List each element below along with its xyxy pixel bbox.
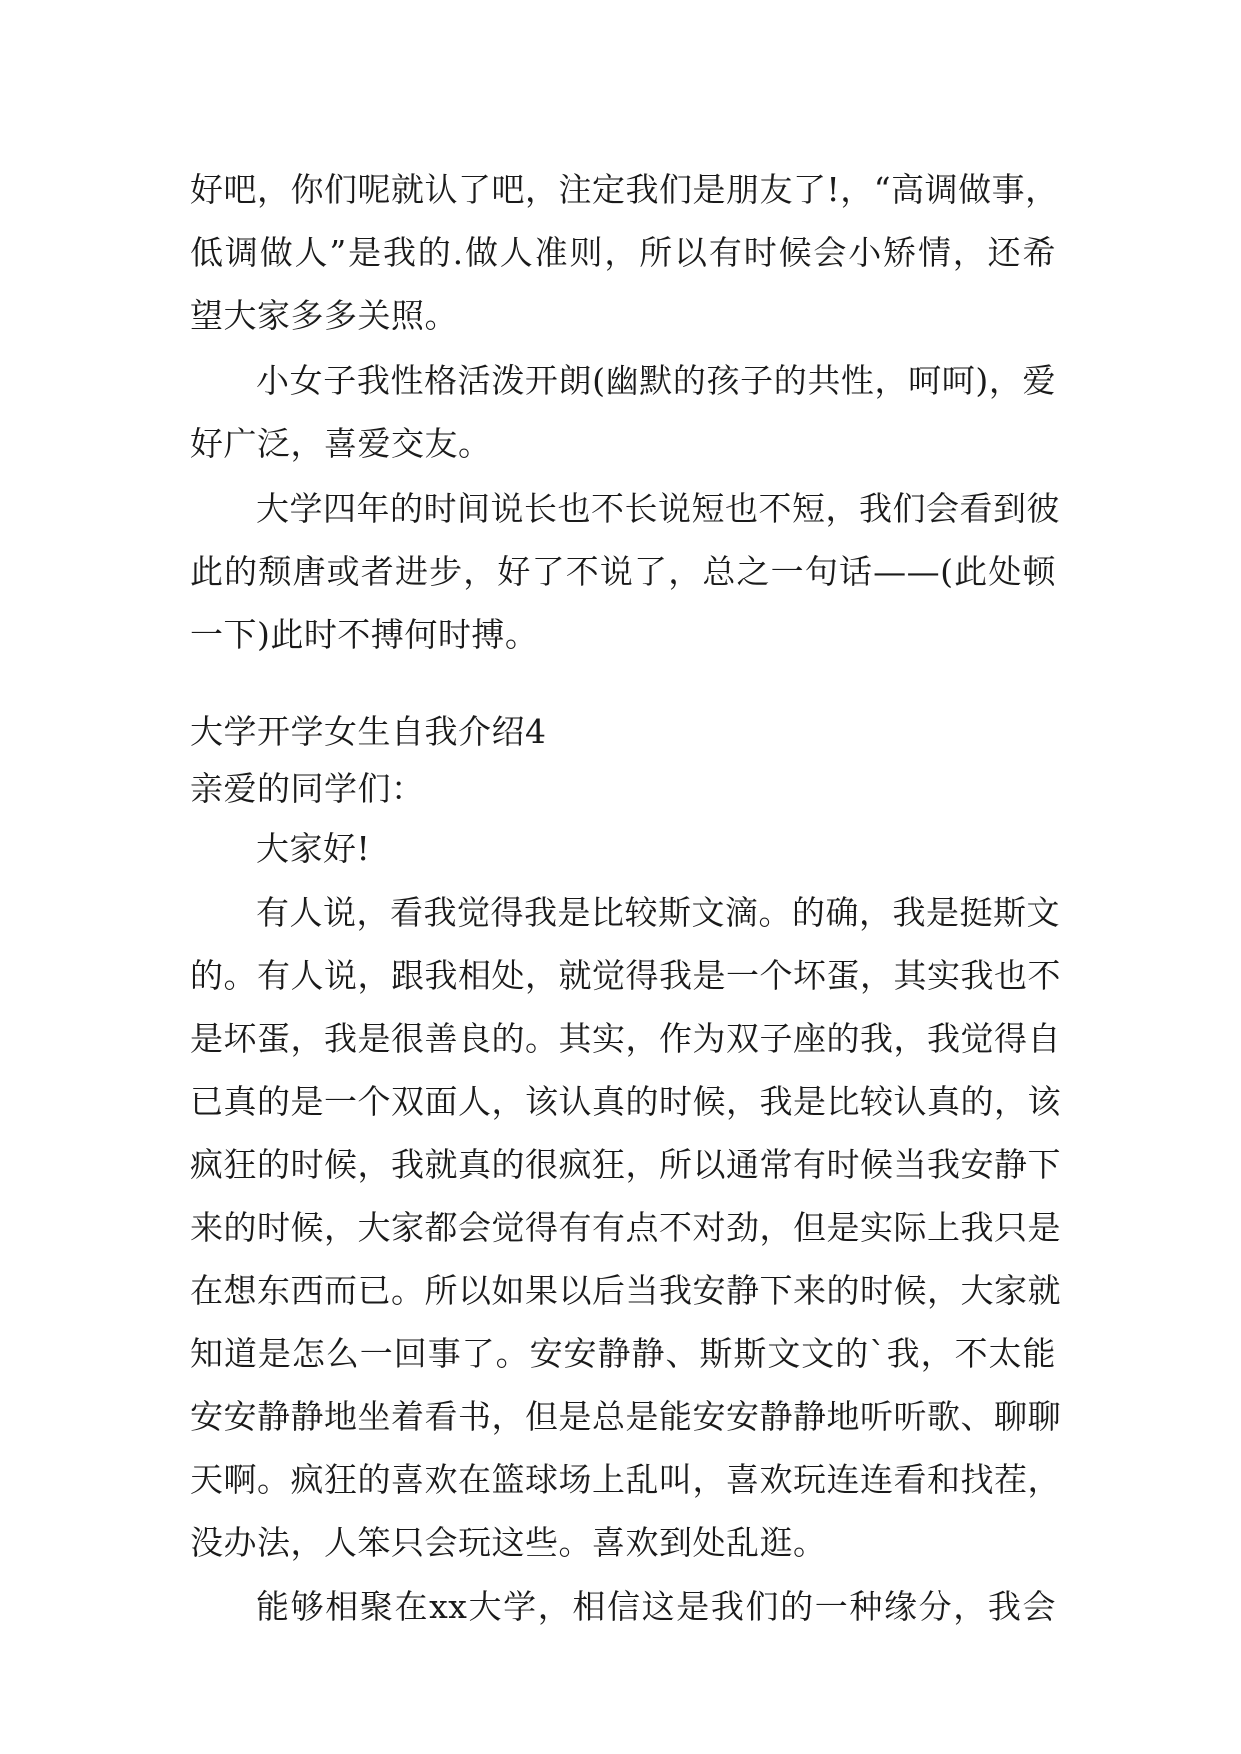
paragraph-line: 好广泛，喜爱交友。	[190, 424, 492, 463]
paragraph-line: 望大家多多关照。	[190, 296, 458, 335]
paragraph-line: 能够相聚在xx大学，相信这是我们的一种缘分，我会	[256, 1587, 1056, 1626]
paragraph-line: 来的时候，大家都会觉得有有点不对劲，但是实际上我只是	[190, 1208, 1061, 1247]
paragraph-line: 此的颓唐或者进步，好了不说了，总之一句话——(此处顿	[190, 552, 1056, 591]
paragraph-line: 低调做人”是我的.做人准则，所以有时候会小矫情，还希	[190, 233, 1056, 272]
paragraph-line: 知道是怎么一回事了。安安静静、斯斯文文的`我，不太能	[190, 1334, 1056, 1373]
paragraph-line: 是坏蛋，我是很善良的。其实，作为双子座的我，我觉得自	[190, 1019, 1061, 1058]
paragraph-line: 大学四年的时间说长也不长说短也不短，我们会看到彼	[256, 489, 1060, 528]
paragraph-line: 天啊。疯狂的喜欢在篮球场上乱叫，喜欢玩连连看和找茬，	[190, 1460, 1061, 1499]
paragraph-line: 有人说，看我觉得我是比较斯文滴。的确，我是挺斯文	[256, 893, 1060, 932]
salutation: 亲爱的同学们：	[190, 769, 425, 808]
paragraph-line: 安安静静地坐着看书，但是总是能安安静静地听听歌、聊聊	[190, 1397, 1061, 1436]
paragraph-line: 好吧，你们呢就认了吧，注定我们是朋友了!，“高调做事，	[190, 170, 1059, 209]
paragraph-line: 已真的是一个双面人，该认真的时候，我是比较认真的，该	[190, 1082, 1061, 1121]
paragraph-line: 一下)此时不搏何时搏。	[190, 615, 539, 654]
paragraph-line: 小女子我性格活泼开朗(幽默的孩子的共性，呵呵)，爱	[256, 361, 1056, 400]
paragraph-line: 在想东西而已。所以如果以后当我安静下来的时候，大家就	[190, 1271, 1061, 1310]
paragraph-line: 的。有人说，跟我相处，就觉得我是一个坏蛋，其实我也不	[190, 956, 1061, 995]
greeting: 大家好!	[256, 829, 371, 868]
section-heading: 大学开学女生自我介绍4	[190, 712, 547, 751]
paragraph-line: 疯狂的时候，我就真的很疯狂，所以通常有时候当我安静下	[190, 1145, 1061, 1184]
paragraph-line: 没办法，人笨只会玩这些。喜欢到处乱逛。	[190, 1523, 827, 1562]
